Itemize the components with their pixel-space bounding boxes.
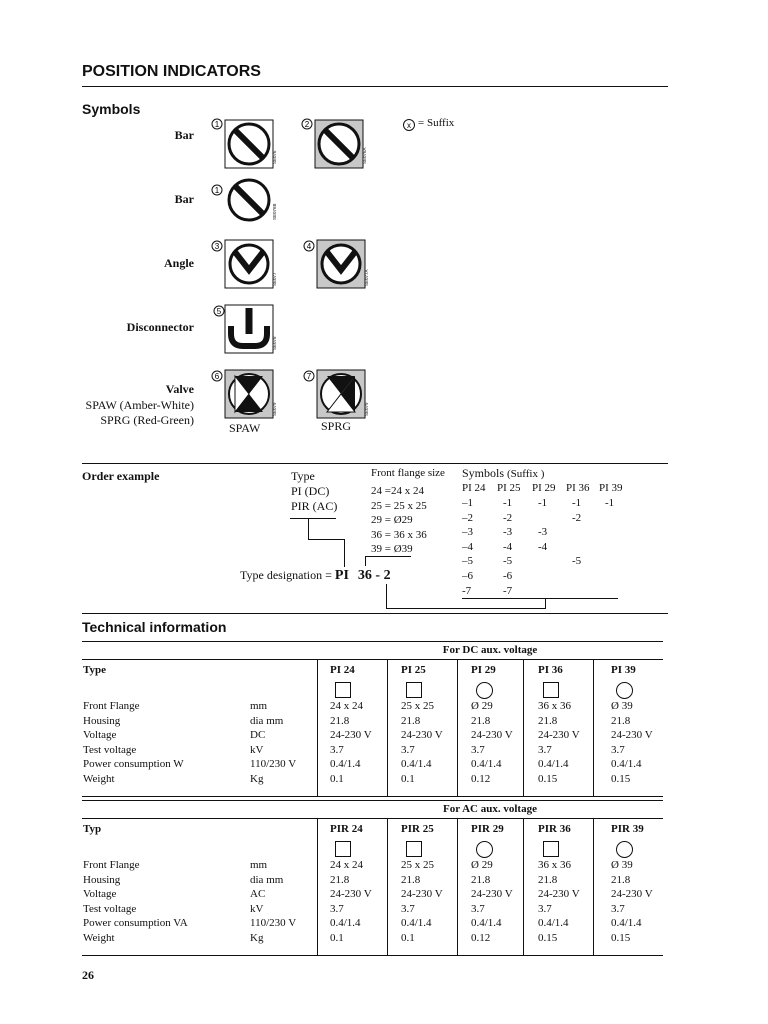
flange-connector-v — [365, 556, 366, 566]
number-marker-7 — [304, 371, 314, 381]
square-flange-icon — [335, 682, 351, 698]
type-connector-h — [308, 539, 344, 540]
suffix-col-header: PI 24 — [462, 482, 486, 494]
flange-29: 29 = Ø29 — [371, 514, 413, 527]
bar-symbol-round — [229, 180, 269, 220]
ac-cell: 36 x 36 — [538, 859, 571, 871]
dc-cell: Ø 29 — [471, 700, 493, 712]
dc-row-label: Housing — [83, 714, 121, 727]
suffix-col-header: PI 39 — [599, 482, 623, 494]
dc-row-unit: 110/230 V — [250, 758, 297, 771]
code-se077: SE077 — [272, 272, 277, 286]
suffix-cell: –1 — [462, 497, 473, 509]
dc-cell: Ø 39 — [611, 700, 633, 712]
symbol-label-sprg: SPRG (Red-Green) — [100, 413, 194, 427]
bar-symbol-grey — [315, 120, 363, 168]
suffix-cell: -2 — [572, 511, 582, 524]
suffix-cell: -6 — [503, 569, 513, 582]
type-designation-code: 36 - 2 — [357, 568, 391, 583]
flange-underline — [365, 556, 411, 557]
ac-cell: 3.7 — [330, 902, 344, 915]
disconnector-symbol — [225, 305, 273, 353]
ac-col-divider — [457, 818, 458, 955]
dc-row-label: Power consumption W — [83, 758, 184, 771]
dc-bottom-rule — [82, 796, 663, 797]
suffix-cell: -2 — [503, 511, 513, 524]
dc-row-label: Voltage — [83, 729, 117, 742]
suffix-cell: -1 — [572, 497, 582, 509]
number-marker-6 — [212, 371, 222, 381]
dc-cell: 36 x 36 — [538, 700, 571, 712]
dc-cell: 21.8 — [401, 714, 421, 727]
ac-cell: 0.4/1.4 — [538, 917, 569, 930]
ac-row-label: Weight — [83, 932, 115, 944]
symbols-suffix-heading-label: Symbols — [462, 466, 505, 480]
symbol-label-bar: Bar — [174, 128, 194, 142]
order-type-ac: PIR (AC) — [291, 499, 338, 513]
dc-cell: 3.7 — [330, 743, 344, 756]
symbol-label-angle: Angle — [164, 256, 194, 270]
code-se076b: SE076B — [272, 203, 277, 220]
order-type-dc: PI (DC) — [291, 484, 330, 498]
suffix-cell: –5 — [462, 555, 473, 568]
dc-cell: 0.1 — [330, 773, 344, 785]
dc-col-header: PI 25 — [401, 664, 426, 676]
suffix-cell: -1 — [538, 497, 548, 509]
round-flange-icon — [476, 682, 493, 699]
suffix-cell: –3 — [462, 526, 473, 539]
code-se077a: SE077A — [364, 269, 369, 286]
dc-row-unit: kV — [250, 743, 264, 756]
dc-cell: 24 x 24 — [330, 700, 363, 712]
ac-cell: 0.4/1.4 — [401, 917, 432, 930]
dc-cell: 0.4/1.4 — [471, 758, 502, 771]
dc-row-unit: Kg — [250, 773, 264, 785]
ac-cell: 0.15 — [611, 932, 631, 944]
svg-text:2: 2 — [304, 120, 310, 129]
ac-row-unit: mm — [250, 859, 268, 871]
number-marker-3 — [212, 241, 222, 251]
ac-cell: 3.7 — [401, 902, 415, 915]
type-underline — [290, 518, 336, 519]
order-rule — [82, 463, 668, 464]
ac-cell: 0.4/1.4 — [611, 917, 642, 930]
suffix-connector-v2 — [545, 598, 546, 608]
dc-cell: 0.15 — [538, 773, 558, 785]
ac-caption-rule — [82, 818, 663, 819]
dc-cell: 3.7 — [471, 743, 485, 756]
suffix-underline — [462, 598, 618, 599]
ac-bottom-rule — [82, 955, 663, 956]
order-type-label: Type — [291, 469, 315, 483]
suffix-row — [462, 555, 632, 570]
page-number: 26 — [82, 968, 94, 982]
dc-caption: For DC aux. voltage — [442, 644, 538, 656]
dc-col-divider — [593, 659, 594, 796]
page-title: POSITION INDICATORS — [82, 63, 261, 80]
dc-cell: 3.7 — [538, 743, 552, 756]
suffix-cell: -3 — [503, 526, 513, 539]
ac-col-header: PIR 25 — [401, 823, 434, 835]
svg-text:x: x — [407, 121, 411, 130]
dc-cell: 0.4/1.4 — [611, 758, 642, 771]
code-se076: SE076 — [272, 150, 277, 164]
symbol-label-bar-2: Bar — [174, 192, 194, 206]
type-connector-v1 — [308, 519, 309, 539]
ac-cell: Ø 29 — [471, 859, 493, 871]
symbols-suffix-heading — [462, 466, 544, 481]
suffix-row — [462, 512, 632, 527]
dc-row-label: Weight — [83, 773, 115, 785]
dc-cell: 24-230 V — [330, 729, 372, 742]
valve-symbol-sprg — [317, 370, 365, 418]
number-marker-4 — [304, 241, 314, 251]
order-type-block — [291, 469, 337, 514]
dc-cell: 0.4/1.4 — [330, 758, 361, 771]
type-designation-label: Type designation = — [240, 568, 332, 582]
svg-text:4: 4 — [306, 242, 312, 251]
ac-row-unit: dia mm — [250, 873, 284, 886]
dc-col-header: PI 39 — [611, 664, 636, 676]
round-flange-icon — [616, 841, 633, 858]
ac-cell: 21.8 — [330, 873, 350, 886]
dc-caption-rule — [82, 659, 663, 660]
ac-row-label: Voltage — [83, 888, 117, 901]
bar-symbol-white — [225, 120, 273, 168]
ac-cell: 24-230 V — [538, 888, 580, 901]
ac-row-unit: kV — [250, 902, 264, 915]
code-se079b: SE079 — [364, 402, 369, 416]
dc-cell: 21.8 — [611, 714, 631, 727]
ac-cell: 3.7 — [471, 902, 485, 915]
dc-top-rule — [82, 641, 663, 642]
ac-cell: 24-230 V — [330, 888, 372, 901]
suffix-cell: -1 — [503, 497, 513, 509]
dc-col-header: PI 36 — [538, 664, 563, 676]
ac-cell: 24 x 24 — [330, 859, 363, 871]
number-marker-1 — [212, 119, 222, 129]
flange-heading: Front flange size — [371, 467, 445, 479]
dc-cell: 0.4/1.4 — [538, 758, 569, 771]
square-flange-icon — [335, 841, 351, 857]
ac-cell: 24-230 V — [401, 888, 443, 901]
ac-row-unit: AC — [250, 888, 266, 901]
ac-cell: 21.8 — [401, 873, 421, 886]
svg-text:5: 5 — [216, 307, 222, 316]
dc-cell: 21.8 — [330, 714, 350, 727]
ac-col-divider — [523, 818, 524, 955]
ac-cell: 0.4/1.4 — [471, 917, 502, 930]
svg-text:7: 7 — [306, 372, 312, 381]
dc-row-label: Front Flange — [83, 700, 140, 712]
suffix-cell: -5 — [572, 555, 582, 568]
suffix-marker-icon — [402, 118, 416, 132]
suffix-cell: -7 — [503, 584, 513, 597]
dc-cell: 24-230 V — [401, 729, 443, 742]
ac-cell: 21.8 — [611, 873, 631, 886]
dc-row-unit: mm — [250, 700, 268, 712]
dc-row-unit: dia mm — [250, 714, 284, 727]
ac-cell: 24-230 V — [471, 888, 513, 901]
dc-col-header: PI 24 — [330, 664, 355, 676]
symbol-label-valve: Valve — [165, 382, 194, 396]
suffix-cell: –6 — [462, 569, 473, 582]
ac-cell: 3.7 — [611, 902, 625, 915]
dc-type-label: Type — [83, 664, 107, 676]
suffix-row — [462, 585, 632, 600]
ac-cell: 0.4/1.4 — [330, 917, 361, 930]
ac-cell: 24-230 V — [611, 888, 653, 901]
number-marker-1b — [212, 185, 222, 195]
ac-row-label: Power consumption VA — [83, 917, 188, 930]
dc-cell: 3.7 — [401, 743, 415, 756]
flange-25: 25 = 25 x 25 — [371, 499, 427, 512]
dc-cell: 24-230 V — [471, 729, 513, 742]
ac-cell: 0.15 — [538, 932, 558, 944]
suffix-row — [462, 497, 632, 512]
dc-cell: 25 x 25 — [401, 700, 434, 712]
ac-cell: 25 x 25 — [401, 859, 434, 871]
code-se078: SE078 — [272, 336, 277, 350]
ac-col-header: PIR 39 — [611, 823, 644, 835]
flange-36: 36 = 36 x 36 — [371, 528, 427, 541]
svg-text:1: 1 — [214, 120, 220, 129]
square-flange-icon — [543, 841, 559, 857]
suffix-col-header: PI 29 — [532, 482, 556, 494]
ac-row-label: Front Flange — [83, 859, 140, 871]
suffix-legend: = Suffix — [418, 117, 455, 129]
suffix-cell: –2 — [462, 511, 473, 524]
order-heading: Order example — [82, 469, 160, 483]
dc-col-divider — [457, 659, 458, 796]
square-flange-icon — [406, 682, 422, 698]
tech-rule — [82, 613, 668, 614]
suffix-cell: -1 — [605, 497, 615, 509]
svg-text:6: 6 — [214, 372, 220, 381]
dc-row-label: Test voltage — [83, 743, 137, 756]
suffix-row — [462, 570, 632, 585]
square-flange-icon — [543, 682, 559, 698]
ac-cell: Ø 39 — [611, 859, 633, 871]
dc-cell: 0.4/1.4 — [401, 758, 432, 771]
ac-col-divider — [593, 818, 594, 955]
suffix-cell: -5 — [503, 555, 513, 568]
valve-symbol-spaw — [225, 370, 273, 418]
angle-symbol-grey — [317, 240, 365, 288]
dc-col-divider — [387, 659, 388, 796]
dc-col-divider — [523, 659, 524, 796]
caption-sprg: SPRG — [321, 419, 352, 433]
type-connector-v2 — [344, 539, 345, 567]
ac-col-header: PIR 36 — [538, 823, 571, 835]
flange-list — [371, 484, 427, 557]
suffix-col-header: PI 25 — [497, 482, 521, 494]
ac-cell: 0.1 — [330, 932, 344, 944]
suffix-cell: –4 — [462, 540, 473, 553]
dc-cell: 0.1 — [401, 773, 415, 785]
ac-cell: 0.1 — [401, 932, 415, 944]
tech-heading: Technical information — [82, 619, 227, 635]
ac-row-label: Test voltage — [83, 902, 137, 915]
ac-cell: 21.8 — [471, 873, 491, 886]
ac-type-label: Typ — [83, 823, 102, 835]
round-flange-icon — [476, 841, 493, 858]
dc-cell: 24-230 V — [538, 729, 580, 742]
square-flange-icon — [406, 841, 422, 857]
number-marker-5 — [214, 306, 224, 316]
symbol-graphics — [205, 112, 375, 442]
ac-cell: 21.8 — [538, 873, 558, 886]
round-flange-icon — [616, 682, 633, 699]
suffix-row — [462, 541, 632, 556]
symbols-heading: Symbols — [82, 101, 141, 117]
title-rule — [82, 86, 668, 87]
code-se076a: SE076A — [362, 147, 367, 164]
code-se079: SE079 — [272, 402, 277, 416]
ac-row-label: Housing — [83, 873, 121, 886]
dc-cell: 24-230 V — [611, 729, 653, 742]
number-marker-2 — [302, 119, 312, 129]
ac-col-header: PIR 24 — [330, 823, 363, 835]
dc-cell: 0.15 — [611, 773, 631, 785]
ac-row-unit: Kg — [250, 932, 264, 944]
suffix-connector-v1 — [386, 584, 387, 608]
symbol-label-spaw: SPAW (Amber-White) — [85, 398, 194, 412]
ac-cell: 3.7 — [538, 902, 552, 915]
type-designation — [240, 568, 391, 584]
caption-spaw: SPAW — [229, 421, 261, 435]
suffix-cell: -4 — [538, 540, 548, 553]
flange-39: 39 = Ø39 — [371, 543, 413, 556]
suffix-cell: -3 — [538, 526, 548, 539]
svg-text:1: 1 — [214, 186, 220, 195]
suffix-cell: -7 — [462, 584, 472, 597]
dc-cell: 21.8 — [471, 714, 491, 727]
type-designation-type: PI — [334, 568, 349, 583]
suffix-grid — [462, 482, 632, 599]
suffix-row — [462, 526, 632, 541]
dc-col-header: PI 29 — [471, 664, 496, 676]
ac-row-unit: 110/230 V — [250, 917, 297, 930]
ac-col-divider — [317, 818, 318, 955]
ac-caption: For AC aux. voltage — [443, 803, 537, 815]
ac-top-rule — [82, 800, 663, 801]
dc-cell: 0.12 — [471, 773, 491, 785]
ac-col-header: PIR 29 — [471, 823, 504, 835]
suffix-connector-h — [386, 608, 546, 609]
dc-row-unit: DC — [250, 729, 266, 742]
symbol-label-disconnector: Disconnector — [126, 320, 194, 334]
ac-cell: 0.12 — [471, 932, 491, 944]
svg-text:3: 3 — [214, 242, 220, 251]
symbols-suffix-heading-note: (Suffix ) — [507, 468, 545, 480]
suffix-cell: -4 — [503, 540, 513, 553]
ac-col-divider — [387, 818, 388, 955]
suffix-col-header: PI 36 — [566, 482, 590, 494]
angle-symbol-white — [225, 240, 273, 288]
dc-col-divider — [317, 659, 318, 796]
flange-24: 24 =24 x 24 — [371, 485, 424, 497]
dc-cell: 21.8 — [538, 714, 558, 727]
dc-cell: 3.7 — [611, 743, 625, 756]
